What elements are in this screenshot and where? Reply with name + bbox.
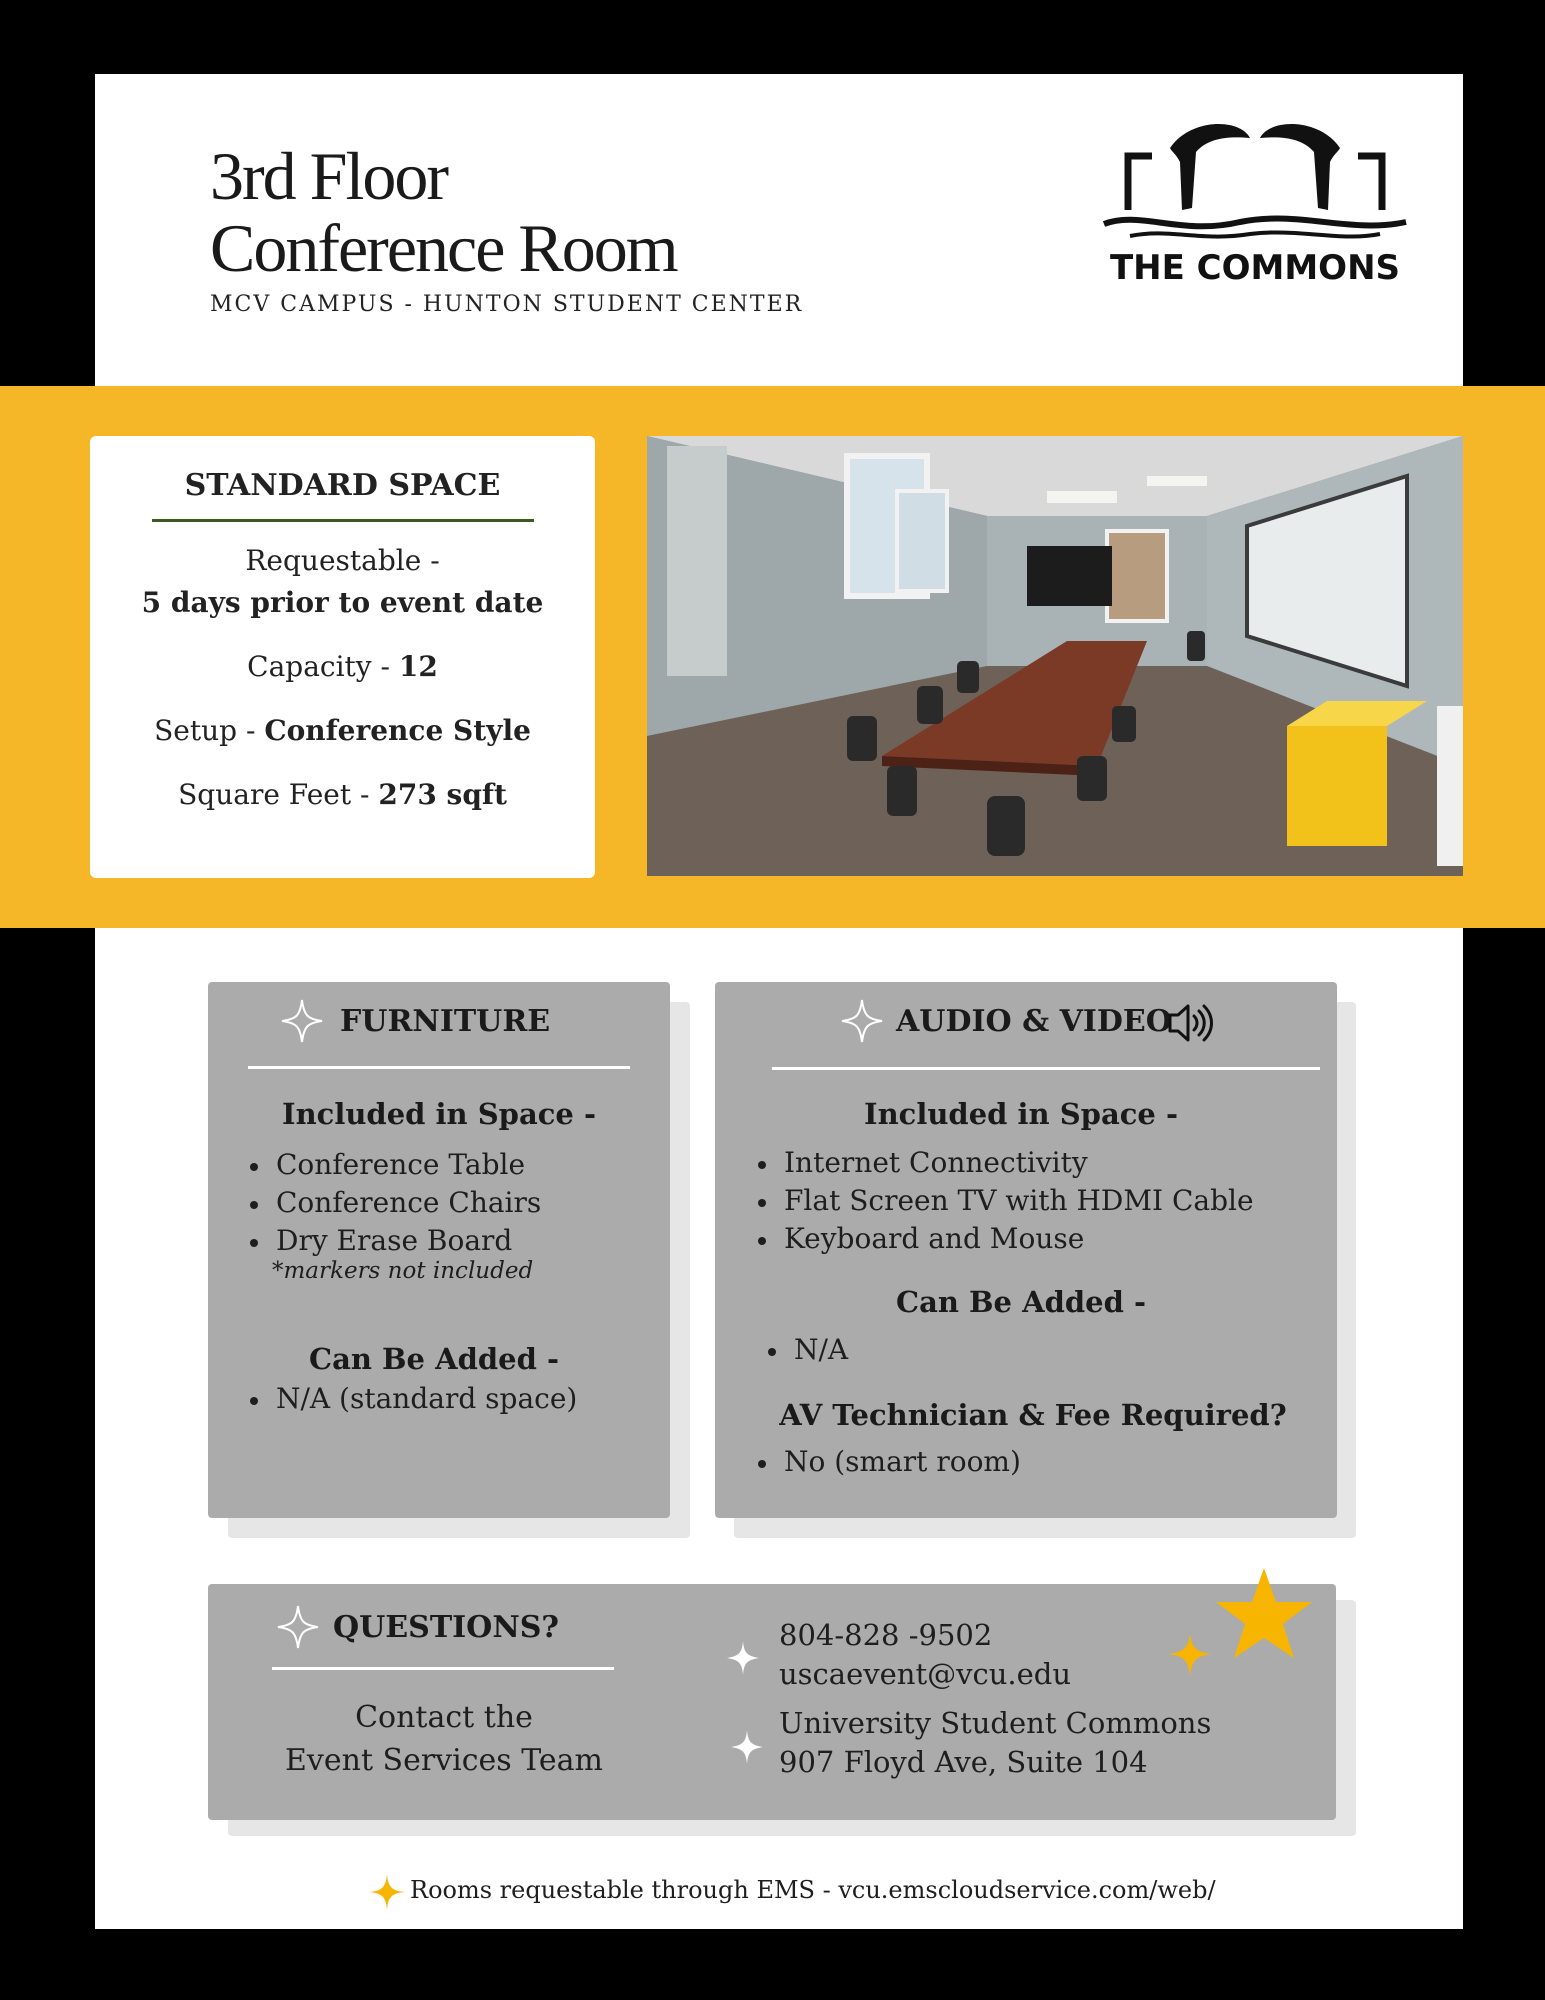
page-title — [210, 140, 677, 284]
sparkle-outline-icon — [280, 998, 324, 1044]
contact-team-text — [248, 1696, 640, 1782]
place-name: University Student Commons — [779, 1706, 1212, 1740]
av-included-heading: Included in Space - — [864, 1097, 1178, 1131]
title-line-1: 3rd Floor — [210, 138, 447, 214]
furniture-rule — [248, 1066, 630, 1069]
furniture-included-list — [244, 1146, 541, 1260]
sqft-value: 273 sqft — [378, 778, 507, 811]
title-line-2: Conference Room — [210, 210, 677, 286]
contact-line-1: Contact the — [355, 1700, 533, 1735]
list-item: Conference Chairs — [244, 1184, 541, 1222]
markers-note: *markers not included — [272, 1258, 534, 1284]
furniture-title: FURNITURE — [340, 1004, 551, 1039]
sqft-label: Square Feet - — [178, 778, 379, 811]
list-item: N/A — [762, 1331, 848, 1369]
contact-line-2: Event Services Team — [285, 1743, 603, 1778]
street-address: 907 Floyd Ave, Suite 104 — [779, 1745, 1148, 1779]
furniture-included-heading: Included in Space - — [282, 1097, 596, 1131]
capacity-line — [90, 646, 595, 688]
email-link[interactable]: uscaevent@vcu.edu — [779, 1657, 1072, 1691]
sparkle-outline-icon — [276, 1604, 320, 1650]
setup-label: Setup - — [154, 714, 265, 747]
furniture-added-heading: Can Be Added - — [308, 1342, 560, 1376]
av-title: AUDIO & VIDEO — [896, 1004, 1172, 1039]
contact-details — [779, 1616, 1071, 1694]
room-photo — [647, 436, 1463, 876]
capacity-label: Capacity - — [247, 650, 399, 683]
list-item: Dry Erase Board — [244, 1222, 541, 1260]
questions-rule — [272, 1667, 614, 1670]
av-tech-heading: AV Technician & Fee Required? — [779, 1398, 1287, 1432]
standard-space-heading: STANDARD SPACE — [184, 468, 501, 503]
sqft-line — [90, 774, 595, 816]
capacity-value: 12 — [398, 650, 438, 683]
list-item: Conference Table — [244, 1146, 541, 1184]
page-subtitle: MCV CAMPUS - HUNTON STUDENT CENTER — [210, 292, 804, 317]
footer-sparkle-icon — [368, 1873, 406, 1911]
sparkle-outline-icon — [840, 998, 884, 1044]
footer-ems-note[interactable]: Rooms requestable through EMS - vcu.emscloudservice.com/web/ — [410, 1876, 1216, 1904]
furniture-added-list — [244, 1380, 577, 1418]
av-included-list — [752, 1144, 1254, 1258]
setup-value: Conference Style — [264, 714, 531, 747]
requestable-value: 5 days prior to event date — [141, 586, 544, 619]
standard-space-card — [90, 436, 595, 878]
requestable-label: Requestable - — [245, 544, 440, 577]
av-added-heading: Can Be Added - — [895, 1285, 1147, 1319]
address-details — [779, 1704, 1211, 1782]
list-item: Keyboard and Mouse — [752, 1220, 1254, 1258]
logo-text: THE COMMONS — [1109, 248, 1401, 288]
list-item: Internet Connectivity — [752, 1144, 1254, 1182]
sparkle-icon — [726, 1640, 760, 1676]
standard-space-rule — [152, 519, 534, 522]
sparkle-icon — [730, 1729, 764, 1765]
speaker-icon — [1166, 1001, 1216, 1045]
list-item: N/A (standard space) — [244, 1380, 577, 1418]
av-added-list — [762, 1331, 848, 1369]
questions-title: QUESTIONS? — [333, 1610, 559, 1645]
list-item: No (smart room) — [752, 1443, 1021, 1481]
list-item: Flat Screen TV with HDMI Cable — [752, 1182, 1254, 1220]
av-rule — [772, 1067, 1320, 1070]
setup-line — [90, 710, 595, 752]
gold-stars-icon — [1160, 1566, 1320, 1686]
av-tech-list — [752, 1443, 1021, 1481]
phone-number[interactable]: 804-828 -9502 — [779, 1618, 993, 1652]
